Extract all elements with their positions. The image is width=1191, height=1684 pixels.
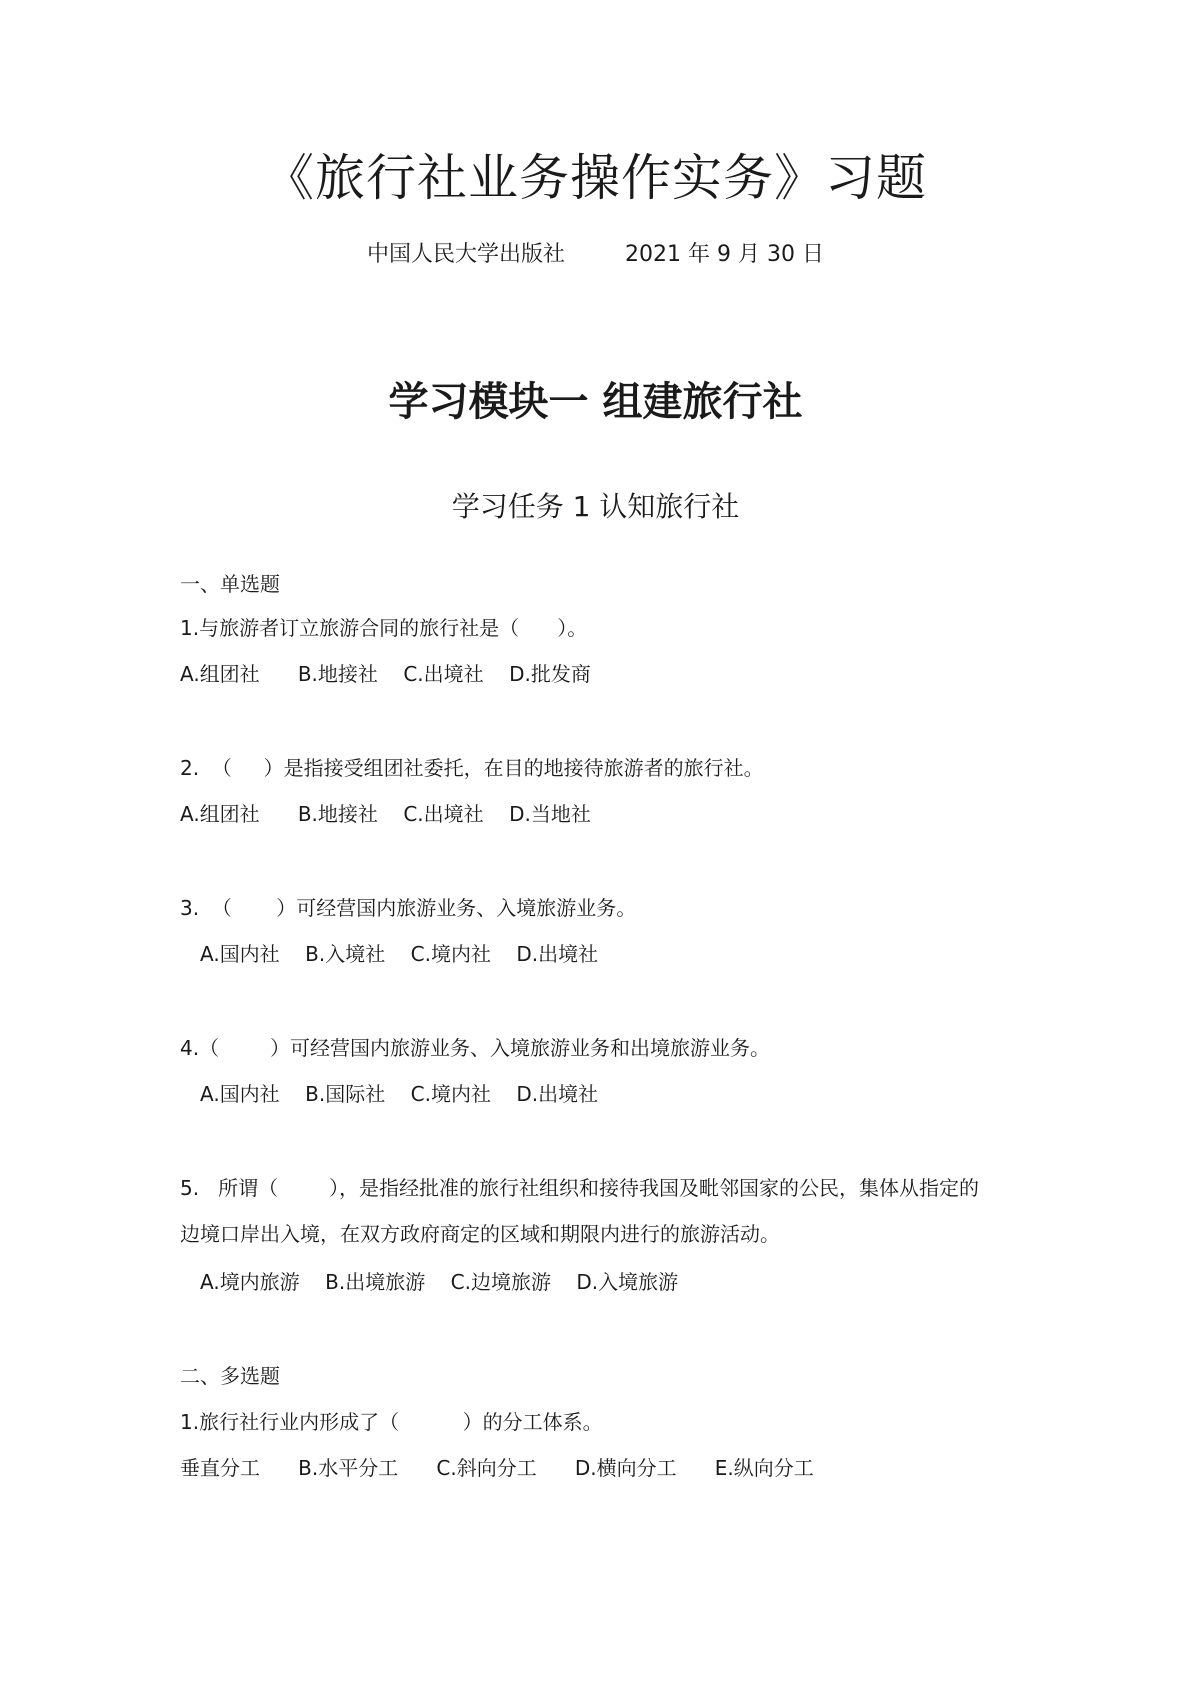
question-options: A.境内旅游 B.出境旅游 C.边境旅游 D.入境旅游: [200, 1270, 679, 1294]
document-title: 《旅行社业务操作实务》习题: [264, 149, 927, 207]
question-text: 3. （ ）可经营国内旅游业务、入境旅游业务。: [180, 896, 637, 920]
module-heading: 学习模块一 组建旅行社: [388, 379, 803, 425]
question-options: 垂直分工 B.水平分工 C.斜向分工 D.横向分工 E.纵向分工: [180, 1456, 814, 1480]
publish-date: 2021 年 9 月 30 日: [625, 242, 824, 267]
question-text: 5. 所谓（ ），是指经批准的旅行社组织和接待我国及毗邻国家的公民，集体从指定的: [180, 1176, 980, 1200]
question-text: 1.与旅游者订立旅游合同的旅行社是（ ）。: [180, 616, 588, 640]
task-heading: 学习任务 1 认知旅行社: [451, 490, 740, 523]
publisher-date-line: [0, 240, 1191, 270]
question-options: A.国内社 B.国际社 C.境内社 D.出境社: [200, 1082, 599, 1106]
question-options: A.组团社 B.地接社 C.出境社 D.批发商: [180, 662, 591, 686]
question-text: 2. （ ）是指接受组团社委托，在目的地接待旅游者的旅行社。: [180, 756, 764, 780]
section-heading-multiple-choice: 二、多选题: [180, 1364, 280, 1388]
question-options: A.组团社 B.地接社 C.出境社 D.当地社: [180, 802, 591, 826]
publisher: 中国人民大学出版社: [367, 242, 566, 267]
question-text: 1.旅行社行业内形成了（ ）的分工体系。: [180, 1410, 603, 1434]
question-text: 4.（ ）可经营国内旅游业务、入境旅游业务和出境旅游业务。: [180, 1036, 770, 1060]
section-heading-single-choice: 一、单选题: [180, 572, 280, 596]
question-text-continued: 边境口岸出入境，在双方政府商定的区域和期限内进行的旅游活动。: [180, 1222, 780, 1246]
question-options: A.国内社 B.入境社 C.境内社 D.出境社: [200, 942, 599, 966]
